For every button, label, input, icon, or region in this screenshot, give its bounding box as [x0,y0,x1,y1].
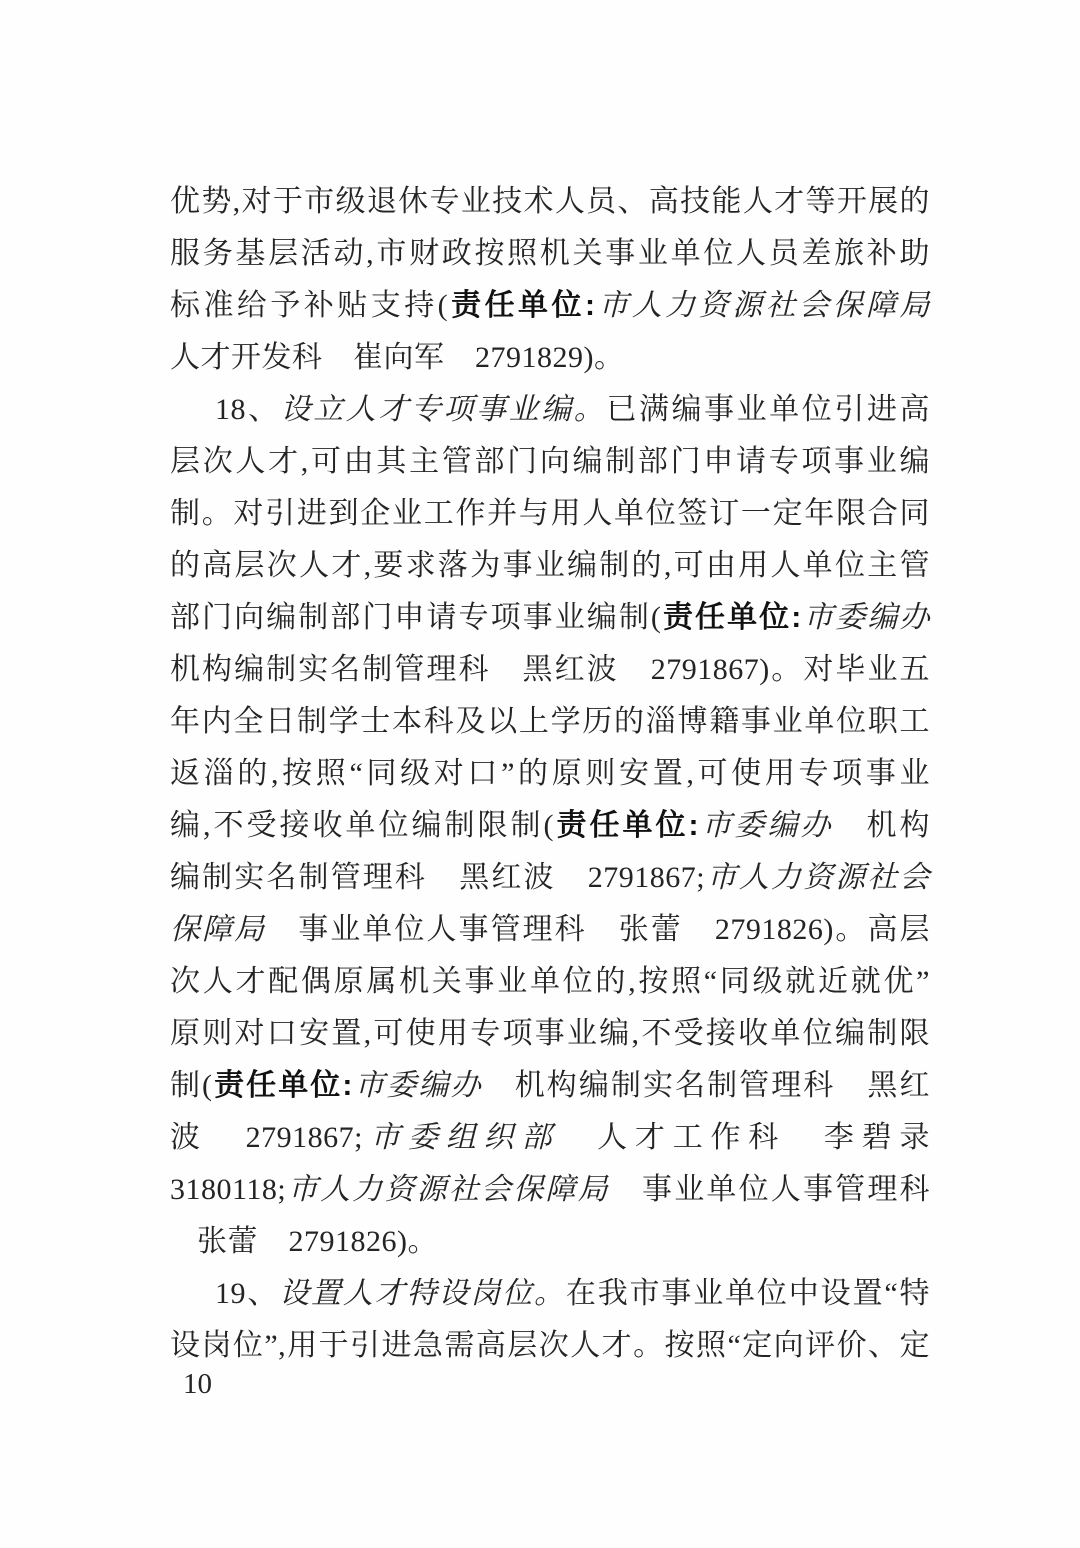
unit-name: 设置人才特设岗位。 [279,1277,566,1310]
text-line [170,228,930,280]
text-line [170,696,930,748]
paragraph-18 [170,384,930,1268]
text-line [170,852,930,904]
text-line [170,592,930,644]
body-text: 次人才配偶原属机关事业单位的,按照“同级就近就优” [170,965,930,998]
text-line [170,644,930,696]
body-text: 3180118; [170,1173,287,1206]
text-line [170,1216,930,1268]
body-text: 优势,对于市级退休专业技术人员、高技能人才等开展的 [170,185,930,218]
document-body [170,176,930,1372]
body-text: 已满编事业单位引进高 [606,393,931,426]
unit-name: 市人力资源社会 [705,861,930,894]
responsible-unit-label: 责任单位: [212,1069,353,1102]
body-text: 事业单位人事管理科 张蕾 2791826)。高层 [266,913,930,946]
text-line [170,1008,930,1060]
body-text: 编,不受接收单位编制限制( [170,809,554,842]
text-line [170,488,930,540]
unit-name: 市委组织部 [362,1121,560,1154]
body-text: 层次人才,可由其主管部门向编制部门申请专项事业编 [170,445,930,478]
text-line [170,540,930,592]
body-text: 编制实名制管理科 黑红波 2791867; [170,861,706,894]
text-line [170,384,930,436]
body-text: 原则对口安置,可使用专项事业编,不受接收单位编制限 [170,1017,930,1050]
unit-name: 市委编办 [699,809,834,842]
page-number: 10 [183,1368,212,1400]
unit-name: 市人力资源社会保障局 [595,289,931,322]
body-text: 标准给予补贴支持( [170,289,449,322]
text-line [170,1060,930,1112]
text-line [170,1268,930,1320]
paragraph-19 [170,1268,930,1372]
body-text: 18、 [215,393,281,426]
text-line [170,956,930,1008]
text-line [170,280,930,332]
paragraph-continuation [170,176,930,384]
body-text: 年内全日制学士本科及以上学历的淄博籍事业单位职工 [170,705,930,738]
body-text: 在我市事业单位中设置“特 [565,1277,930,1310]
text-line [170,1164,930,1216]
body-text: 制( [170,1069,213,1102]
text-line [170,176,930,228]
responsible-unit-label: 责任单位: [448,289,596,322]
text-line [170,800,930,852]
responsible-unit-label: 责任单位: [661,601,802,634]
body-text: 返淄的,按照“同级对口”的原则安置,可使用专项事业 [170,757,930,790]
body-text: 波 2791867; [170,1121,363,1154]
body-text: 事业单位人事管理科 [609,1173,931,1206]
body-text: 人才工作科 李碧录 [559,1121,931,1154]
body-text: 部门向编制部门申请专项事业编制( [170,601,662,634]
body-text: 的高层次人才,要求落为事业编制的,可由用人单位主管 [170,549,930,582]
body-text: 人才开发科 崔向军 2791829)。 [170,341,625,374]
text-line [170,748,930,800]
body-text: 设岗位”,用于引进急需高层次人才。按照“定向评价、定 [170,1329,930,1362]
unit-name: 设立人才专项事业编。 [280,393,607,426]
text-line [170,332,930,384]
body-text: 19、 [215,1277,280,1310]
text-line [170,1320,930,1372]
unit-name: 市委编办 [352,1069,483,1102]
text-line [170,1112,930,1164]
body-text: 机构编制实名制管理科 黑红波 2791867)。对毕业五 [170,653,930,686]
body-text: 制。对引进到企业工作并与用人单位签订一定年限合同 [170,497,930,530]
text-line [170,436,930,488]
text-line [170,904,930,956]
unit-name: 保障局 [170,913,267,946]
body-text: 机构 [833,809,930,842]
responsible-unit-label: 责任单位: [554,809,699,842]
body-text: 机构编制实名制管理科 黑红 [482,1069,930,1102]
unit-name: 市人力资源社会保障局 [286,1173,610,1206]
body-text: 张蕾 2791826)。 [197,1225,438,1258]
body-text: 服务基层活动,市财政按照机关事业单位人员差旅补助 [170,237,930,270]
unit-name: 市委编办 [801,601,930,634]
